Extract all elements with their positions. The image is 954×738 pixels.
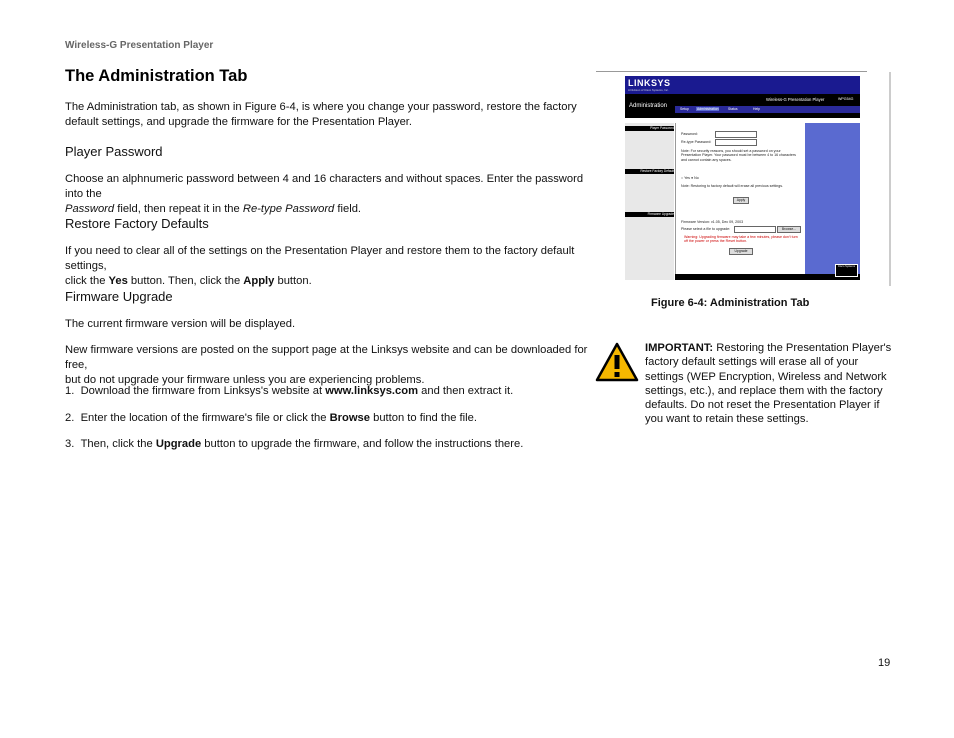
step-text-a: Enter the location of the firmware's file or click the [80, 412, 330, 424]
retype-field-name: Re-type Password [242, 203, 335, 215]
tab-help[interactable]: Help [753, 107, 760, 111]
yes-radio[interactable]: ○ [681, 176, 684, 180]
right-blue-panel [805, 123, 860, 280]
tab-setup[interactable]: Setup [680, 107, 689, 111]
warning-triangle-icon [595, 342, 639, 382]
restore-radio-group [681, 176, 699, 180]
firmware-heading: Firmware Upgrade [65, 289, 173, 304]
browse-button[interactable]: Browse... [777, 226, 801, 233]
running-header: Wireless-G Presentation Player [65, 40, 214, 51]
player-password-line1: Choose an alphnumeric password between 4 and 16 characters and without spaces. Enter the password into the [65, 173, 584, 200]
admin-page-label: Administration [629, 103, 668, 109]
tab-status[interactable]: Status [728, 107, 738, 111]
page-number: 19 [878, 657, 891, 669]
important-note [645, 341, 895, 427]
firmware-line2: but do not upgrade your firmware unless you are experiencing problems. [65, 374, 425, 386]
yes-keyword: Yes [108, 275, 128, 287]
player-password-line2 [65, 202, 595, 217]
figure-top-rule [596, 71, 867, 72]
select-file-label: Please select a file to upgrade: [681, 227, 731, 231]
yes-label: Yes [684, 176, 690, 180]
restore-paragraph [65, 244, 595, 289]
player-password-mid: field, then repeat it in the [114, 203, 243, 215]
step-text-c: button to find the file. [369, 412, 477, 424]
model-number: WPG54G [838, 97, 854, 101]
step-text-a: Then, click the [80, 438, 156, 450]
cisco-systems-logo: Cisco Systems [835, 264, 858, 277]
restore-line2 [65, 274, 595, 289]
no-label: No [694, 176, 699, 180]
restore-text-a: click the [65, 275, 109, 287]
retype-password-input[interactable] [715, 139, 757, 146]
list-item [65, 384, 513, 399]
no-radio[interactable]: ● [690, 176, 694, 180]
upgrade-keyword: Upgrade [155, 438, 202, 450]
figure-caption: Figure 6-4: Administration Tab [651, 297, 810, 309]
important-text: Restoring the Presentation Player's factory default settings will erase all of your settings (WEP Encryption, Wireless and Network settings, etc.), and replace them with the factory defaults. Do not reset the Presentation Player if you want to retain these settings. [645, 342, 892, 426]
settings-sidebar [625, 123, 674, 280]
sidebar-header-player-password: Player Password [625, 126, 674, 131]
upgrade-warning: Warning: Upgrading firmware may take a few minutes, please don't turn off the power or press the Reset button. [684, 235, 798, 244]
restore-text-c: button. [274, 275, 312, 287]
figure-footer-bar [675, 274, 860, 280]
linksys-logo: LINKSYS [628, 78, 671, 88]
sidebar-header-firmware: Firmware Upgrade [625, 212, 674, 217]
restore-heading: Restore Factory Defaults [65, 216, 209, 231]
step-number: 2. [65, 412, 75, 424]
firmware-file-input[interactable] [734, 226, 776, 233]
list-item [65, 411, 477, 426]
apply-keyword: Apply [243, 275, 275, 287]
important-label: IMPORTANT: [645, 342, 714, 354]
restore-note: Note: Restoring to factory default will erase all previous settings. [681, 184, 784, 188]
list-item [65, 437, 523, 452]
linksys-url: www.linksys.com [325, 385, 419, 397]
restore-text-b: button. Then, click the [127, 275, 244, 287]
step-text-c: and then extract it. [418, 385, 514, 397]
sidebar-header-restore: Restore Factory Default [625, 169, 674, 174]
firmware-current: The current firmware version will be displayed. [65, 318, 296, 330]
firmware-version-text: Firmware Version: v1.05, Dec 09, 2003 [681, 220, 744, 224]
linksys-logo-sub: A Division of Cisco Systems, Inc. [628, 88, 669, 92]
firmware-line1: New firmware versions are posted on the support page at the Linksys website and can be downloaded for free, [65, 344, 588, 371]
step-text-a: Download the firmware from Linksys's website at [80, 385, 326, 397]
step-text-c: button to upgrade the firmware, and follow the instructions there. [201, 438, 524, 450]
firmware-paragraph [65, 343, 595, 388]
password-field-name: Password [65, 203, 115, 215]
password-input[interactable] [715, 131, 757, 138]
password-note: Note: For security reasons, you should set a password on your Presentation Player. Your password must be between 4 to 16 characters and cannot contain any spaces. [681, 149, 796, 162]
step-number: 1. [65, 385, 75, 397]
player-password-heading: Player Password [65, 144, 163, 159]
tab-administration[interactable]: Administration [697, 107, 719, 111]
section-title: The Administration Tab [65, 67, 248, 85]
upgrade-button[interactable]: Upgrade [729, 248, 753, 255]
product-name: Wireless-G Presentation Player [766, 97, 825, 102]
retype-password-label: Re-type Password: [681, 140, 712, 144]
figure-right-edge [889, 72, 891, 286]
step-number: 3. [65, 438, 75, 450]
player-password-paragraph [65, 172, 595, 217]
player-password-end: field. [334, 203, 362, 215]
browse-keyword: Browse [329, 412, 370, 424]
restore-line1: If you need to clear all of the settings on the Presentation Player and restore them to the factory default settings, [65, 245, 575, 272]
intro-paragraph: The Administration tab, as shown in Figure 6-4, is where you change your password, restore the factory default settings, and upgrade the firmware for the Presentation Player. [65, 101, 577, 128]
password-label: Password: [681, 132, 698, 136]
apply-button[interactable]: Apply [733, 197, 749, 204]
